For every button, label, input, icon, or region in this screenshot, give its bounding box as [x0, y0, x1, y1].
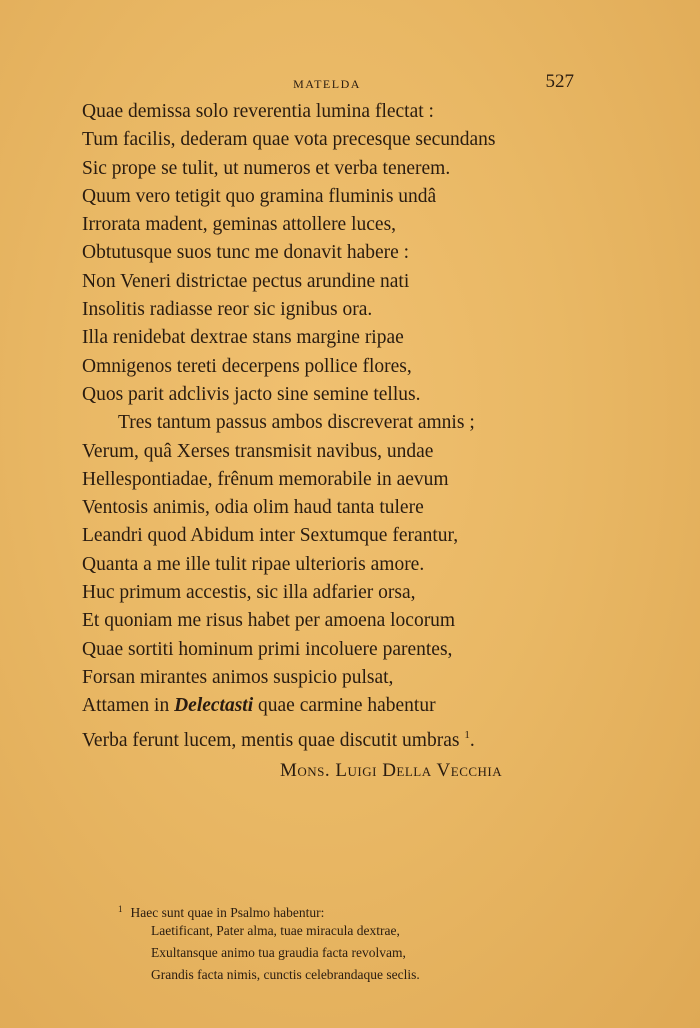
- poem-line: Et quoniam me risus habet per amoena locorum: [82, 610, 456, 632]
- poem-line: Quum vero tetigit quo gramina fluminis undâ: [82, 185, 437, 207]
- poem-line: Quae sortiti hominum primi incoluere parentes,: [82, 638, 453, 660]
- poem-line-text: .: [469, 729, 475, 751]
- running-head: [80, 73, 574, 93]
- footnote-verse: Exultansque animo tua graudia facta revolvam,: [151, 945, 406, 960]
- footnote-reference: 1: [464, 728, 470, 741]
- running-title: MATELDA: [293, 77, 361, 91]
- poem-line: [82, 721, 562, 749]
- poem-line: Leandri quod Abidum inter Sextumque ferantur,: [82, 525, 459, 547]
- footnote-verse: Grandis facta nimis, cunctis celebrandaque seclis.: [151, 967, 420, 982]
- poem-line-indented: Tres tantum passus ambos discreverat amnis ;: [118, 412, 475, 434]
- footnote: [118, 898, 558, 986]
- poem-line: Quanta a me ille tulit ripae ulterioris amore.: [82, 553, 425, 575]
- poem-line: Omnigenos tereti decerpens pollice flores,: [82, 355, 412, 377]
- poem-line: Illa renidebat dextrae stans margine ripae: [82, 327, 404, 349]
- poem-line: Huc primum accestis, sic illa adfarier orsa,: [82, 582, 416, 604]
- author-signature: [280, 760, 502, 782]
- footnote-intro-line: [118, 898, 558, 920]
- poem-line: Insolitis radiasse reor sic ignibus ora.: [82, 299, 373, 321]
- poem-line-text: Verba ferunt lucem, mentis quae discutit umbras: [82, 729, 465, 751]
- footnote-intro: Haec sunt quae in Psalmo habentur:: [130, 905, 325, 920]
- poem-line: Ventosis animis, odia olim haud tanta tulere: [82, 497, 424, 519]
- poem: [82, 98, 562, 749]
- italic-title: Delectasti: [174, 695, 254, 717]
- poem-line: Forsan mirantes animos suspicio pulsat,: [82, 666, 394, 688]
- poem-line: Obtutusque suos tunc me donavit habere :: [82, 242, 410, 264]
- poem-line: Quae demissa solo reverentia lumina flectat :: [82, 101, 434, 122]
- poem-line: [82, 692, 562, 720]
- footnote-verse: Laetificant, Pater alma, tuae miracula dextrae,: [151, 923, 400, 938]
- page-number: 527: [545, 71, 574, 92]
- author-name: Mons. Luigi Della Vecchia: [280, 760, 503, 781]
- poem-line: Verum, quâ Xerses transmisit navibus, undae: [82, 440, 434, 462]
- poem-line: Irrorata madent, geminas attollere luces,: [82, 214, 397, 236]
- poem-line: Sic prope se tulit, ut numeros et verba tenerem.: [82, 157, 451, 179]
- poem-line-text: quae carmine habentur: [253, 695, 436, 717]
- poem-line: Hellespontiadae, frênum memorabile in aevum: [82, 468, 449, 490]
- poem-line-text: Attamen in: [82, 695, 175, 717]
- footnote-marker: 1: [118, 904, 123, 914]
- poem-line: Tum facilis, dederam quae vota precesque secundans: [82, 129, 496, 151]
- poem-line: Quos parit adclivis jacto sine semine tellus.: [82, 383, 421, 405]
- poem-line: Non Veneri districtae pectus arundine nati: [82, 270, 410, 292]
